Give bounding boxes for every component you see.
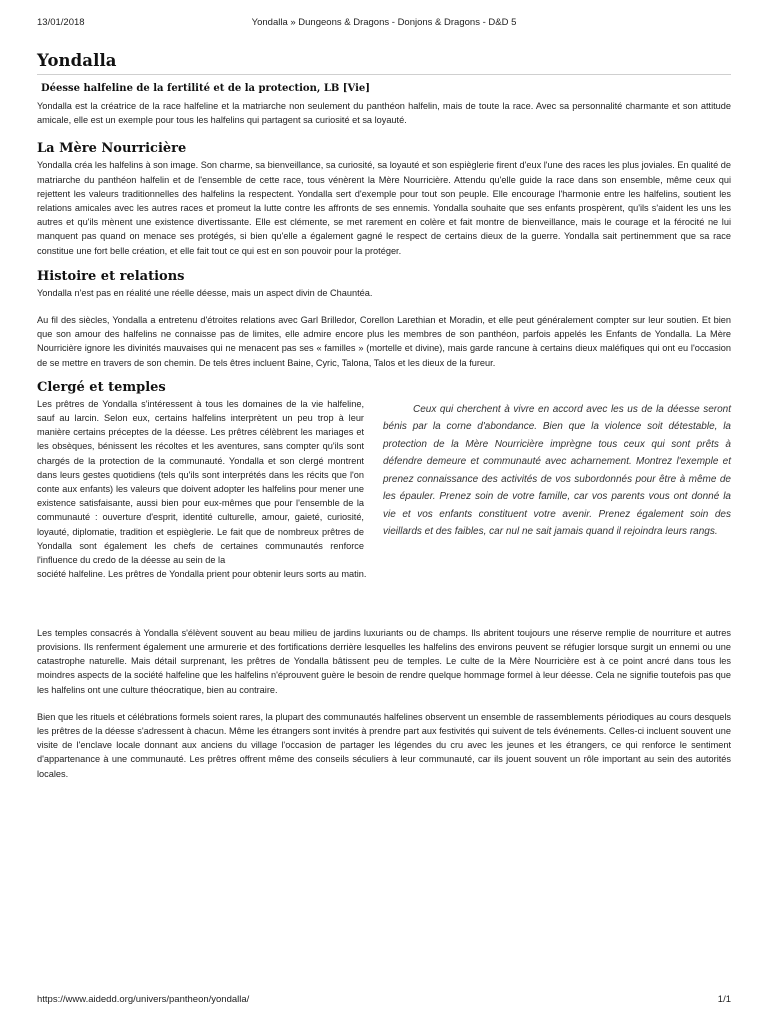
intro-paragraph: Yondalla est la créatrice de la race halfeline et la matriarche non seulement du panthéon halfelin, mais de toute la race. Avec sa personnalité charmante et son attitude amicale, elle est un exemple pour tous les halfelins qui partagent sa curiosité et sa loyauté. <box>37 101 731 126</box>
article-subtitle: Déesse halfeline de la fertilité et de la protection, LB [Vie] <box>41 83 370 94</box>
dogma-quote: Ceux qui cherchent à vivre en accord avec les us de la déesse seront bénis par la corne d'abondance. Bien que la violence soit détestable, la protection de la Mère Nourricière imprègne tous ceux qui sont prêts à défendre demeure et communauté avec acharnement. Montrez l'exemple et prenez connaissance des activités de vos subordonnés pour être à même de les épauler. Prenez soin de votre famille, car vos parents vous ont donné la vie et vos enfants constituent votre avenir. Prenez également soin des vieillards et des faibles, car nul ne sait jamais quand il rejoindra leurs rangs. <box>383 403 731 538</box>
section-heading-clerge: Clergé et temples <box>37 379 166 395</box>
histoire-paragraph-1: Yondalla n'est pas en réalité une réelle déesse, mais un aspect divin de Chauntéa. <box>37 287 373 298</box>
print-footer <box>37 994 731 1008</box>
clerge-two-columns <box>37 397 731 615</box>
clerge-left-text: Les prêtres de Yondalla s'intéressent à tous les domaines de la vie halfeline, sauf au larcin. Selon eux, certains halfelins interprètent un peu trop à leur manière certains préceptes de la déesse. Les prêtres célèbrent les mariages et les obsèques, bénissent les récoltes et les aventures, sans compter qu'ils sont chargés de la protection de la communauté. Yondalla et son clergé montrent dans leurs gestes quotidiens (tels qu'ils sont interprétés dans les récits que l'on conte aux enfants) les valeurs que doivent adopter les halfelins pour mener une existence satisfaisante, aussi bien pour eux-mêmes que pour l'ensemble de la communauté : ouverture d'esprit, identité culturelle, amour, gaieté, curiosité, loyauté, diplomatie, tradition et espièglerie. Le fait que de nombreux prêtres de Yondalla sont également les chefs de certaines communautés renforce l'influence du credo de la déesse au sein de la <box>37 398 364 566</box>
article <box>37 51 731 781</box>
print-page-title: Yondalla » Dungeons & Dragons - Donjons & Dragons - D&D 5 <box>251 17 517 28</box>
rituels-paragraph: Bien que les rituels et célébrations formels soient rares, la plupart des communautés halfelines observent un ensemble de rassemblements périodiques au cours desquels les prêtres de la déesse s'adressent à chacun. Même les étrangers sont invités à prendre part aux festivités qui suivent de tels événements. Celles-ci incluent souvent une visite de l'enclave locale donnant aux anciens du village l'occasion de partager les légendes du cru avec les jeunes et les étrangers, ce qui renforce le sentiment d'appartenance à une communauté. Les prêtres offrent même des conseils séculiers à leur communauté, car ils jouent souvent un rôle important au sein des autorités locales. <box>37 711 731 779</box>
mere-nourriciere-paragraph: Yondalla créa les halfelins à son image. Son charme, sa bienveillance, sa curiosité, sa loyauté et son espièglerie firent d'eux l'une des races les plus joviales. En qualité de matriarche du panthéon halfelin et de l'ensemble de cette race, tous vénèrent la Mère Nourricière. Attendu qu'elle guide la race dans son ensemble, même ceux qui rejettent les valeurs traditionnelles des halfelins la respectent. Yondalla sert d'exemple pour tout son peuple. Elle encourage l'harmonie entre les halfelins, soutient les relations amicales avec les autres races et promeut la lutte contre les affronts de ses ennemis. Yondalla souhaite que ses enfants prospèrent, qu'ils s'aident les uns les autres et qu'ils mènent une existence divertissante. Elle est clémente, se met rarement en colère et fait montre de bienveillance, mais le courage et la férocité ne lui manquent pas quand on menace ses protégés, si bien qu'elle a également gagné le respect de certains dieux de la guerre. Yondalla sait pertinemment que sa race constitue une fort belle création, et elle fait tout ce qui est en son pouvoir pour la protéger. <box>37 160 731 256</box>
clerge-left-column <box>37 397 367 582</box>
print-header <box>37 17 731 31</box>
section-heading-histoire: Histoire et relations <box>37 268 185 284</box>
print-page-number: 1/1 <box>717 994 731 1005</box>
print-date: 13/01/2018 <box>37 17 85 28</box>
print-url: https://www.aidedd.org/univers/pantheon/yondalla/ <box>37 994 250 1005</box>
temples-paragraph: Les temples consacrés à Yondalla s'élèvent souvent au beau milieu de jardins luxuriants ou de champs. Ils abritent toujours une réserve remplie de nourriture et autres provisions. Ils renferment également une armurerie et des fortifications derrière lesquelles les halfelins des environs peuvent se réfugier lorsque surgit un ennemi ou une catastrophe naturelle. Mais détail surprenant, les prêtres de Yondalla bâtissent peu de temples. Le culte de la Mère Nourricière est à ce point ancré dans tous les moindres aspects de la société halfeline que les halfelins n'éprouvent guère le besoin de rendre quelque hommage formel à leur déesse. Cela ne signifie toutefois pas que les halfelins ont une culture théocratique, bien au contraire. <box>37 627 731 695</box>
clerge-left-tail: société halfeline. Les prêtres de Yondalla prient pour obtenir leurs sorts au matin. <box>37 569 367 580</box>
histoire-paragraph-2: Au fil des siècles, Yondalla a entretenu d'étroites relations avec Garl Brilledor, Corellon Larethian et Moradin, et elle peut généralement compter sur leur soutien. Et bien que son amour des halfelins ne connaisse pas de limites, elle admire encore plus les membres de son panthéon, parfois appelés les Enfants de Yondalla. La Mère Nourricière ignore les divinités mauvaises qui ne menacent pas ses « familles » (mortelle et divine), mais garde rancune à certains dieux maléfiques qui ont eu l'occasion de se mettre en travers de son chemin. De tels êtres incluent Baine, Cyric, Talona, Talos et les dieux de la fureur. <box>37 315 731 368</box>
section-heading-mere-nourriciere: La Mère Nourricière <box>37 141 187 157</box>
article-title: Yondalla <box>37 51 731 75</box>
